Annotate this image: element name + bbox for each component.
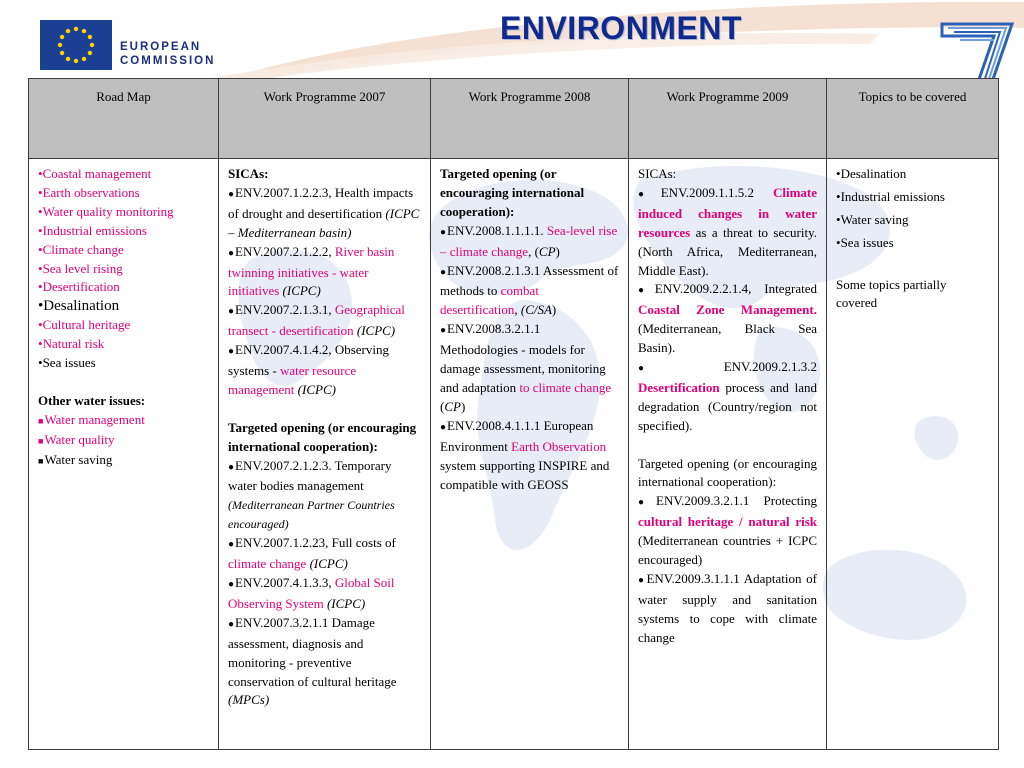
programme-table bbox=[28, 78, 999, 750]
table-header-row bbox=[29, 79, 999, 159]
wp2007-entry: ●ENV.2007.4.1.4.2, Observing systems - water resource management (ICPC) bbox=[228, 342, 389, 397]
topics-cell bbox=[827, 159, 999, 750]
roadmap-item: •Earth observations bbox=[38, 184, 140, 200]
topics-note: Some topics partially covered bbox=[836, 276, 947, 311]
sicas-label: SICAs: bbox=[228, 166, 269, 181]
roadmap-item: •Cultural heritage bbox=[38, 317, 131, 333]
topic-item: •Industrial emissions bbox=[836, 188, 945, 204]
other-water-issues-heading: Other water issues: bbox=[38, 392, 146, 408]
eu-line-1: EUROPEAN bbox=[120, 41, 202, 53]
eu-flag-icon bbox=[40, 20, 112, 70]
sicas-label: SICAs: bbox=[638, 166, 677, 181]
roadmap-item: •Climate change bbox=[38, 241, 124, 257]
roadmap-other-item: ■Water saving bbox=[38, 451, 113, 467]
roadmap-item-desalination: •Desalination bbox=[38, 298, 120, 315]
wp2007-entry: ●ENV.2007.3.2.1.1 Damage assessment, diagnosis and monitoring - preventive conservation of cultural heritage (MPCs) bbox=[228, 614, 397, 708]
column-header-topics: Topics to be covered bbox=[827, 79, 999, 159]
topic-item: •Water saving bbox=[836, 211, 909, 227]
column-header-road-map: Road Map bbox=[29, 79, 219, 159]
wp2009-entry: ●ENV.2009.3.2.1.1 Protecting cultural heritage / natural risk (Mediterranean countries + ICPC encouraged) bbox=[638, 493, 817, 568]
wp2009-cell bbox=[629, 159, 827, 750]
wp2008-entry: ●ENV.2008.4.1.1.1 European Environment Earth Observation system supporting INSPIRE and compatible with GEOSS bbox=[440, 417, 610, 492]
topic-item: •Desalination bbox=[836, 166, 907, 181]
roadmap-item: •Industrial emissions bbox=[38, 222, 147, 238]
roadmap-other-item: ■Water quality bbox=[38, 431, 115, 447]
slide-header bbox=[0, 0, 1024, 82]
wp2007-cell bbox=[219, 159, 431, 750]
targeted-opening-label: Targeted opening (or encouraging international cooperation): bbox=[228, 419, 417, 454]
wp2009-entry: ●ENV.2009.3.1.1.1 Adaptation of water supply and sanitation systems to cope with climate change bbox=[638, 571, 817, 645]
wp2008-entry: ●ENV.2008.3.2.1.1 Methodologies - models for damage assessment, monitoring and adaptation to climate change (CP) bbox=[440, 321, 612, 414]
eu-commission-wordmark bbox=[120, 40, 215, 68]
wp2008-entry: ●ENV.2008.2.1.3.1 Assessment of methods to combat desertification, (C/SA) bbox=[440, 262, 619, 318]
wp2007-entry: ●ENV.2007.1.2.23, Full costs of climate change (ICPC) bbox=[228, 535, 396, 572]
topic-item: •Sea issues bbox=[836, 234, 894, 250]
wp2008-entry: ●ENV.2008.1.1.1.1. Sea-level rise – climate change, (CP) bbox=[440, 222, 618, 259]
wp2007-entry: ●ENV.2007.2.1.3.1, Geographical transect - desertification (ICPC) bbox=[228, 302, 405, 339]
column-header-wp-2007: Work Programme 2007 bbox=[219, 79, 431, 159]
roadmap-item: •Natural risk bbox=[38, 336, 105, 352]
wp2009-entry: ●ENV.2009.2.1.3.2 Desertification process and land degradation (Country/region not specified). bbox=[638, 359, 817, 433]
roadmap-cell bbox=[29, 159, 219, 750]
roadmap-item: •Coastal management bbox=[38, 166, 152, 181]
eu-line-2: COMMISSION bbox=[120, 55, 216, 67]
wp2009-entry: ●ENV.2009.2.2.1.4, Integrated Coastal Zone Management. (Mediterranean, Black Sea Basin). bbox=[638, 281, 817, 356]
roadmap-item: •Sea issues bbox=[38, 355, 96, 371]
wp2007-entry: ●ENV.2007.2.1.2.3. Temporary water bodies management (Mediterranean Partner Countries encouraged) bbox=[228, 457, 395, 532]
wp2007-entry: ●ENV.2007.1.2.2.3, Health impacts of drought and desertification (ICPC – Mediterranean basin) bbox=[228, 184, 420, 240]
column-header-wp-2008: Work Programme 2008 bbox=[431, 79, 629, 159]
wp2007-entry: ●ENV.2007.2.1.2.2, River basin twinning initiatives - water initiatives (ICPC) bbox=[228, 243, 395, 299]
roadmap-item: •Desertification bbox=[38, 279, 120, 295]
targeted-opening-label: Targeted opening (or encouraging international cooperation): bbox=[638, 455, 817, 490]
targeted-opening-label: Targeted opening (or encouraging international cooperation): bbox=[440, 166, 585, 219]
roadmap-other-item: ■Water management bbox=[38, 411, 145, 427]
wp2009-entry: ●ENV.2009.1.1.5.2 Climate induced changes in water resources as a threat to security. (North Africa, Mediterranean, Middle East). bbox=[638, 184, 818, 278]
roadmap-item: •Sea level rising bbox=[38, 260, 123, 276]
wp2008-cell bbox=[431, 159, 629, 750]
page-title: ENVIRONMENT bbox=[500, 10, 742, 46]
table-row bbox=[29, 159, 999, 750]
wp2007-entry: ●ENV.2007.4.1.3.3, Global Soil Observing System (ICPC) bbox=[228, 575, 395, 611]
roadmap-item: •Water quality monitoring bbox=[38, 203, 174, 219]
column-header-wp-2009: Work Programme 2009 bbox=[629, 79, 827, 159]
